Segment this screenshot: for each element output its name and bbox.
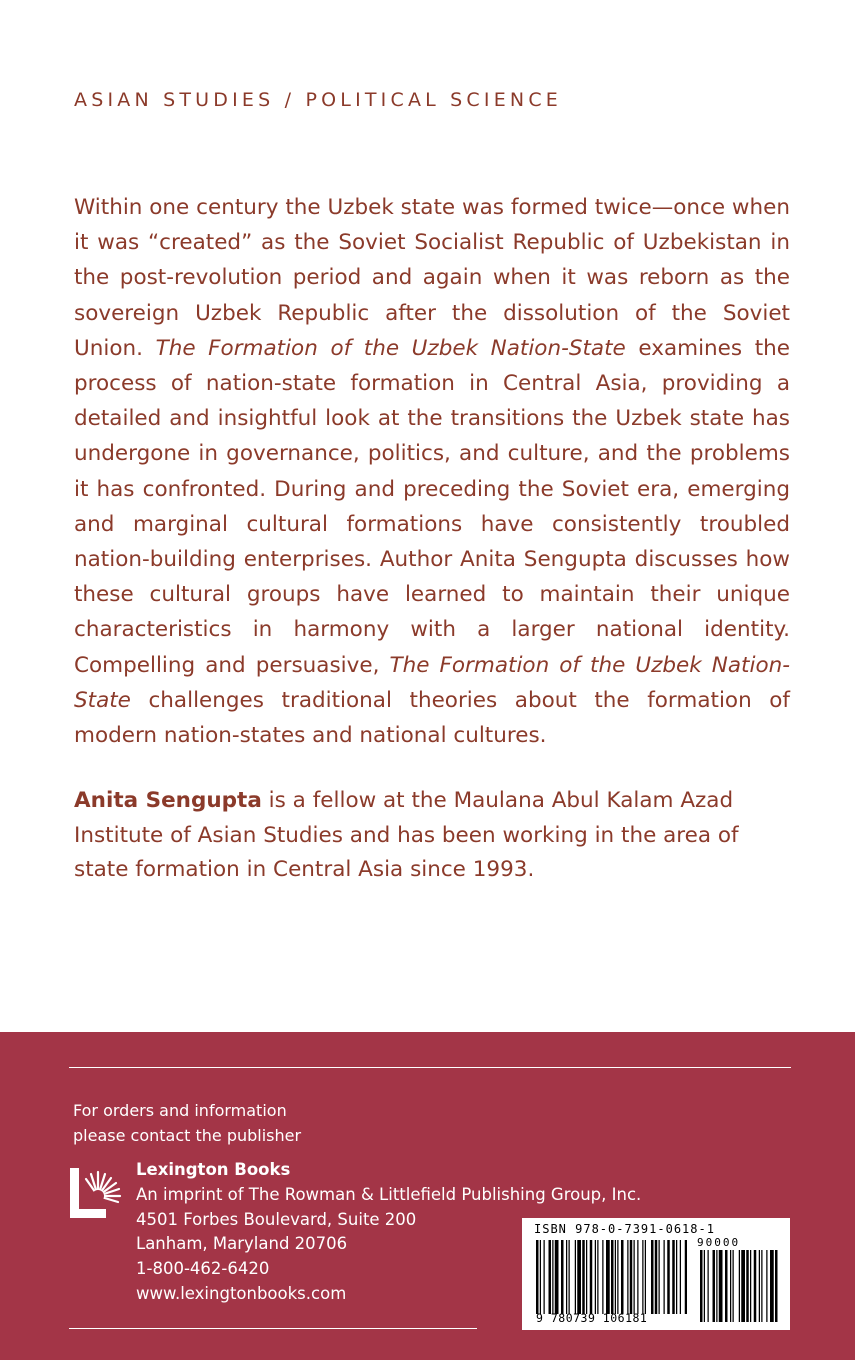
divider-bottom xyxy=(69,1328,477,1329)
website-url: www.lexingtonbooks.com xyxy=(136,1283,347,1303)
orders-line: For orders and information xyxy=(73,1101,287,1120)
author-name: Anita Sengupta xyxy=(74,788,262,813)
orders-line: please contact the publisher xyxy=(73,1126,302,1145)
book-description xyxy=(74,190,790,753)
lexington-logo-icon xyxy=(70,1166,126,1222)
description-text: Within one century the Uzbek state was formed twice—once when it was “created” as the Soviet Socialist Republic of Uzbekistan in the post-revolution period and again when it was reborn as the sovereign Uzbek Republic after the dissolution of the Soviet Union. xyxy=(74,195,790,361)
phone-number: 1-800-462-6420 xyxy=(136,1259,270,1279)
price-addon-digits: 90000 xyxy=(697,1236,741,1249)
author-bio-text: is a fellow at the Maulana Abul Kalam Azad Institute of Asian Studies and has been working in the area of state formation in Central Asia since 1993. xyxy=(74,788,739,882)
book-title-italic: The Formation of the Uzbek Nation-State xyxy=(74,652,790,713)
publisher-name: Lexington Books xyxy=(136,1160,291,1179)
author-bio xyxy=(74,784,790,888)
publisher-footer xyxy=(0,1032,855,1360)
isbn-barcode xyxy=(522,1218,790,1330)
imprint-line: An imprint of The Rowman & Littlefield Publishing Group, Inc. xyxy=(136,1184,642,1204)
address-line: 4501 Forbes Boulevard, Suite 200 xyxy=(136,1209,417,1229)
address-line: Lanham, Maryland 20706 xyxy=(136,1234,348,1254)
description-text: examines the process of nation-state formation in Central Asia, providing a detailed and insightful look at the transitions the Uzbek state has undergone in governance, politics, and culture, and the problems it has confronted. During and preceding the Soviet era, emerging and marginal cultural formations have consistently troubled nation-building enterprises. Author Anita Sengupta discusses how these cultural groups have learned to maintain their unique characteristics in harmony with a larger national identity. Compelling and persuasive, xyxy=(74,335,790,678)
divider-top xyxy=(69,1067,791,1068)
isbn-text: ISBN 978-0-7391-0618-1 xyxy=(534,1222,715,1236)
category-label: ASIAN STUDIES / POLITICAL SCIENCE xyxy=(74,89,562,111)
description-text: challenges traditional theories about the formation of modern nation-states and national cultures. xyxy=(74,687,790,749)
book-title-italic: The Formation of the Uzbek Nation-State xyxy=(155,335,626,361)
orders-info xyxy=(73,1098,301,1148)
ean-digits: 9 780739 106181 xyxy=(536,1311,648,1325)
